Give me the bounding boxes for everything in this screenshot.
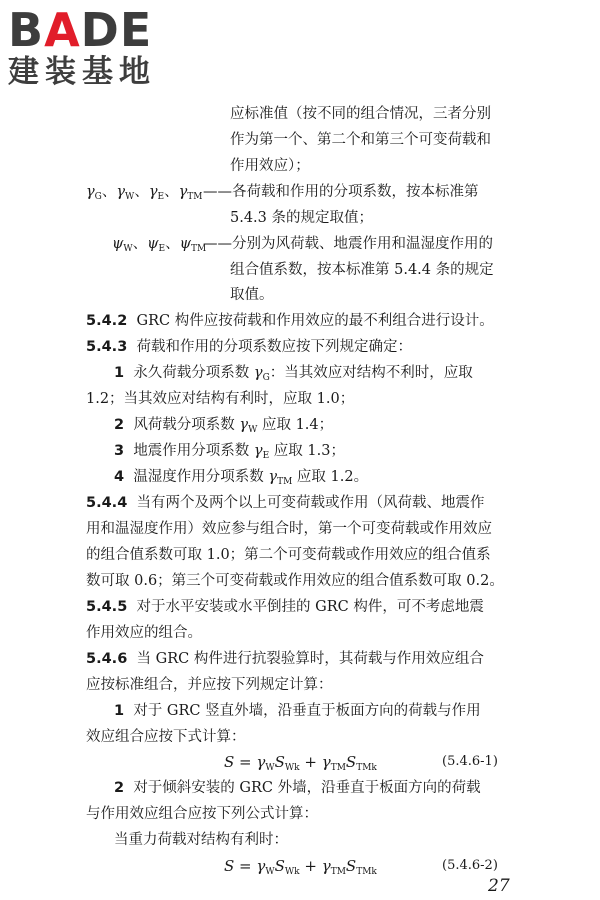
- psi-definition: ——分别为风荷载、地震作用和温湿度作用的: [203, 236, 493, 252]
- clause-text-line: 当重力荷载对结构有利时：: [114, 832, 288, 848]
- continuation-line: 作用效应）；: [230, 158, 310, 174]
- logo-letter-b: B: [8, 3, 45, 57]
- clause-number: 5.4.2: [86, 313, 128, 329]
- brand-logo: [8, 3, 183, 90]
- psi-symbols: $\psi_W$、$\psi_E$、$\psi_{TM}$: [112, 236, 207, 254]
- clause-text-line: 作用效应的组合。: [86, 625, 202, 641]
- item-4: 4 温湿度作用分项系数 $\gamma_{TM}$ 应取 1.2。: [114, 469, 369, 487]
- continuation-line: 应标准值（按不同的组合情况，三者分别: [230, 106, 491, 122]
- page-number: 27: [488, 876, 510, 896]
- item-2: 2 风荷载分项系数 $\gamma_W$ 应取 1.4；: [114, 417, 334, 435]
- item-3: 3 地震作用分项系数 $\gamma_E$ 应取 1.3；: [114, 443, 345, 461]
- item-1: 1 永久荷载分项系数 $\gamma_G$：当其效应对结构不利时，应取: [114, 365, 473, 383]
- logo-letters-de: DE: [80, 3, 153, 57]
- clause-text-line: 效应组合应按下式计算：: [86, 729, 246, 745]
- clause-number: 5.4.5: [86, 599, 128, 615]
- clause-text-line: 应按标准组合，并应按下列规定计算：: [86, 677, 333, 693]
- logo-wordmark: [8, 3, 183, 57]
- clause-number: 5.4.4: [86, 495, 128, 511]
- clause-text: 荷载和作用的分项系数应按下列规定确定：: [136, 339, 413, 355]
- item-1-cont: 1.2；当其效应对结构有利时，应取 1.0；: [86, 391, 355, 407]
- equation-number: (5.4.6-1): [442, 754, 498, 769]
- sub-item-1: 1 对于 GRC 竖直外墙，沿垂直于板面方向的荷载与作用: [114, 703, 481, 719]
- formula-5-4-6-1: $S = \gamma_WS_{Wk} + \gamma_{TM}S_{TMk}$: [224, 753, 377, 773]
- clause-5-4-4: 5.4.4 当有两个及两个以上可变荷载或作用（风荷载、地震作: [86, 495, 485, 511]
- clause-text-line: 的组合值系数可取 1.0；第二个可变荷载或作用效应的组合值系: [86, 547, 491, 563]
- formula-5-4-6-2: $S = \gamma_WS_{Wk} + \gamma_{TM}S_{TMk}$: [224, 857, 377, 877]
- gamma-definition-cont: 5.4.3 条的规定取值；: [230, 210, 374, 226]
- gamma-definition: ——各荷载和作用的分项系数，按本标准第: [203, 184, 479, 200]
- clause-number: 5.4.3: [86, 339, 128, 355]
- logo-letter-a: A: [44, 3, 81, 57]
- clause-number: 5.4.6: [86, 651, 128, 667]
- clause-5-4-3: [86, 337, 412, 357]
- sub-item-2: 2 对于倾斜安装的 GRC 外墙，沿垂直于板面方向的荷载: [114, 780, 481, 796]
- clause-text-line: 用和温湿度作用）效应参与组合时，第一个可变荷载或作用效应: [86, 521, 492, 537]
- clause-5-4-6: 5.4.6 当 GRC 构件进行抗裂验算时，其荷载与作用效应组合: [86, 651, 484, 667]
- clause-5-4-2: [86, 311, 494, 331]
- psi-definition-cont: 组合值系数，按本标准第 5.4.4 条的规定: [230, 262, 494, 278]
- clause-5-4-5: 5.4.5 对于水平安装或水平倒挂的 GRC 构件，可不考虑地震: [86, 599, 484, 615]
- clause-text-line: 与作用效应组合应按下列公式计算：: [86, 806, 318, 822]
- equation-number: (5.4.6-2): [442, 858, 498, 873]
- logo-subtitle: 建装基地: [8, 54, 156, 90]
- clause-text-line: 数可取 0.6；第三个可变荷载或作用效应的组合值系数可取 0.2。: [86, 573, 504, 589]
- gamma-symbols: $\gamma_G$、$\gamma_W$、$\gamma_E$、$\gamma_{TM}$: [86, 184, 203, 202]
- clause-text: GRC 构件应按荷载和作用效应的最不利组合进行设计。: [136, 313, 494, 329]
- continuation-line: 作为第一个、第二个和第三个可变荷载和: [230, 132, 491, 148]
- psi-definition-cont: 取值。: [230, 287, 274, 303]
